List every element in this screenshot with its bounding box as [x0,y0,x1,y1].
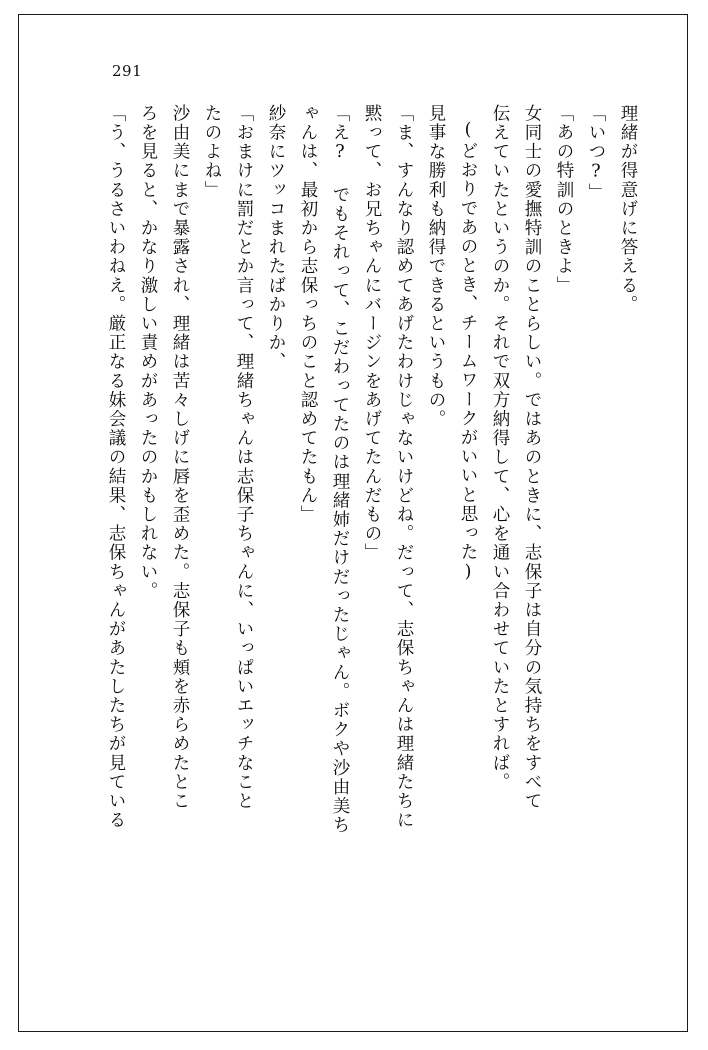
text-column: ゃんは、最初から志保っちのこと認めてたもん」 [298,104,318,525]
text-column: 黙って、お兄ちゃんにバージンをあげてたんだもの」 [362,104,382,563]
text-column: 女同士の愛撫特訓のことらしい。ではあのときに、志保子は自分の気持ちをすべて [522,104,542,811]
text-column: 「あの特訓のときよ」 [554,104,574,295]
text-column: 「いつ?」 [586,104,606,202]
text-column: 伝えていたというのか。それで双方納得して、心を通い合わせていたとすれば。 [490,104,510,792]
text-column: 「う、うるさいわねえ。厳正なる妹会議の結果、志保ちゃんがあたしたちが見ている [106,104,126,830]
text-column: 沙由美にまで暴露され、理緒は苦々しげに唇を歪めた。志保子も頬を赤らめたとこ [170,104,190,811]
text-column: 見事な勝利も納得できるというもの。 [426,104,446,429]
text-column: たのよね」 [202,104,222,200]
text-column: 紗奈にツッコまれたばかりか、 [266,104,286,372]
page-number: 291 [112,62,143,80]
text-column: 「ま、すんなり認めてあげたわけじゃないけどね。だって、志保ちゃんは理緒たちに [394,104,414,830]
text-column: (どおりであのとき、チームワークがいいと思った) [458,120,478,584]
text-column: ろを見ると、かなり激しい責めがあったのかもしれない。 [138,104,158,601]
text-column: 「おまけに罰だとか言って、理緒ちゃんは志保子ちゃんに、いっぱいエッチなこと [234,104,254,811]
text-column: 「え? でもそれって、こだわってたのは理緒姉だけだったじゃん。ボクや沙由美ち [330,104,350,835]
text-column: 理緒が得意げに答える。 [618,104,638,315]
vertical-text-body [76,104,636,966]
